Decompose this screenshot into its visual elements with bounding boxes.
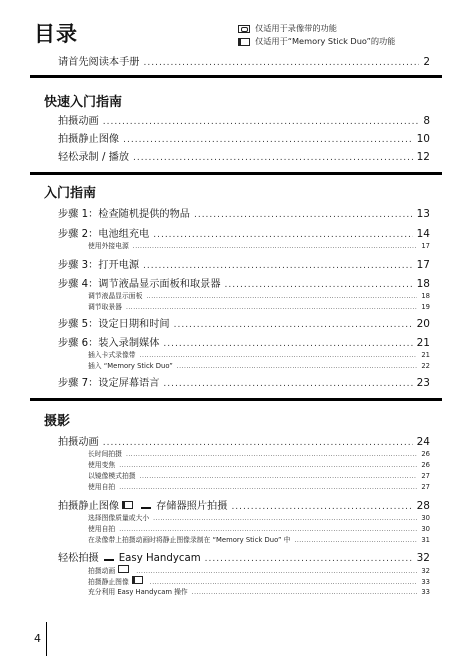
leader-dots	[146, 292, 417, 302]
toc-page: 28	[416, 500, 430, 512]
toc-page: 33	[421, 578, 430, 586]
toc-page: 14	[416, 228, 430, 240]
toc-label: 使用变焦	[88, 461, 116, 469]
leader-dots	[119, 483, 417, 493]
legend-row-memory	[238, 35, 395, 48]
toc-label: 轻松录制 / 播放	[58, 152, 130, 163]
toc-page: 21	[421, 351, 430, 359]
leader-dots	[119, 525, 417, 535]
toc-page: 32	[421, 567, 430, 575]
toc-page: 33	[421, 588, 430, 596]
toc-entry[interactable]	[58, 150, 430, 164]
toc-subentry[interactable]	[88, 241, 430, 251]
leader-dots	[153, 514, 417, 524]
toc-label: 拍摄动画	[88, 567, 116, 575]
leader-dots	[133, 151, 413, 165]
section-divider	[30, 75, 442, 78]
toc-entry[interactable]	[58, 258, 430, 272]
section-heading-recording: 摄影	[44, 414, 71, 429]
legend-text: 仅适用于录像带的功能	[255, 23, 337, 33]
section-divider	[30, 172, 442, 175]
tape-icon	[118, 565, 129, 573]
toc-label: 使用自拍	[88, 483, 116, 491]
toc-subentry[interactable]	[88, 587, 430, 597]
toc-label: 步骤 1：检查随机提供的物品	[58, 209, 190, 220]
memory-card-icon	[132, 576, 143, 584]
toc-subentry[interactable]	[88, 350, 430, 360]
leader-dots	[126, 303, 417, 313]
section-heading-getting-started: 入门指南	[44, 186, 97, 201]
section-heading-quick-start: 快速入门指南	[44, 95, 123, 110]
leader-dots	[163, 377, 412, 391]
toc-subentry[interactable]	[88, 513, 430, 523]
toc-entry[interactable]	[58, 227, 430, 241]
toc-label: 拍摄动画	[58, 116, 99, 127]
leader-dots	[103, 115, 420, 129]
toc-subentry[interactable]	[88, 302, 430, 312]
toc-label: 调节液晶显示面板	[88, 292, 143, 300]
page-title: 目录	[34, 22, 78, 46]
toc-label: 步骤 5：设定日期和时间	[58, 319, 170, 330]
toc-label: 步骤 2：电池组充电	[58, 229, 150, 240]
page-edge-bar	[46, 622, 47, 656]
leader-dots	[174, 318, 413, 332]
toc-subentry[interactable]	[88, 471, 430, 481]
toc-entry[interactable]	[58, 551, 430, 565]
leader-dots	[225, 278, 413, 292]
toc-subentry[interactable]	[88, 535, 430, 545]
toc-label: 拍摄静止图像	[58, 134, 120, 145]
toc-entry[interactable]	[58, 376, 430, 390]
toc-page: 17	[416, 259, 430, 271]
leader-dots	[140, 472, 418, 482]
toc-label: 在录像带上拍摄动画时将静止图像录制在 “Memory Stick Duo” 中	[88, 536, 291, 544]
toc-label: 步骤 7：设定屏幕语言	[58, 378, 160, 389]
toc-page: 21	[416, 337, 430, 349]
toc-entry[interactable]	[58, 277, 430, 291]
toc-entry[interactable]	[58, 336, 430, 350]
toc-label: 拍摄动画	[58, 437, 99, 448]
toc-label: 使用外接电源	[88, 242, 129, 250]
toc-label: 步骤 3：打开电源	[58, 260, 140, 271]
tape-icon	[238, 25, 250, 33]
legend-text: 仅适用于“Memory Stick Duo”的功能	[255, 36, 396, 46]
toc-page: 20	[416, 318, 430, 330]
toc-page: 23	[416, 377, 430, 389]
toc-page: 26	[421, 461, 430, 469]
legend-row-tape	[238, 22, 395, 35]
toc-label: 请首先阅读本手册	[58, 57, 140, 68]
toc-page: 24	[416, 436, 430, 448]
leader-dots	[144, 56, 420, 70]
leader-dots	[123, 133, 413, 147]
toc-page: 2	[423, 56, 430, 68]
leader-dots	[231, 500, 412, 514]
toc-page: 27	[421, 472, 430, 480]
toc-entry[interactable]	[58, 207, 430, 221]
leader-dots	[192, 588, 418, 598]
leader-dots	[133, 242, 418, 252]
toc-page: 8	[423, 115, 430, 127]
toc-subentry[interactable]	[88, 524, 430, 534]
icon-legend	[238, 22, 395, 48]
leader-dots	[126, 450, 417, 460]
toc-entry-read-first[interactable]	[58, 55, 430, 69]
toc-entry[interactable]	[58, 499, 430, 513]
leader-dots	[119, 461, 417, 471]
toc-page: 10	[416, 133, 430, 145]
toc-subentry[interactable]	[88, 576, 430, 586]
leader-dots	[103, 436, 413, 450]
toc-label: 长时间拍摄	[88, 450, 122, 458]
toc-label-secondary: 存储器照片拍摄	[156, 501, 228, 512]
leader-dots	[294, 536, 417, 546]
toc-page: 26	[421, 450, 430, 458]
leader-dots	[194, 208, 413, 222]
toc-subentry[interactable]	[88, 449, 430, 459]
toc-label: 步骤 4：调节液晶显示面板和取景器	[58, 279, 221, 290]
toc-page: 17	[421, 242, 430, 250]
toc-label: 步骤 6：装入录制媒体	[58, 338, 160, 349]
toc-label: 拍摄静止图像	[58, 501, 120, 512]
leader-dots	[205, 552, 413, 566]
toc-entry[interactable]	[58, 317, 430, 331]
toc-page: 30	[421, 525, 430, 533]
leader-dots	[140, 351, 418, 361]
toc-label: 插入卡式录像带	[88, 351, 136, 359]
section-divider	[30, 398, 442, 401]
toc-page: 13	[416, 208, 430, 220]
toc-label: 选择图像质量或大小	[88, 514, 150, 522]
leader-dots	[143, 259, 413, 273]
toc-page: 32	[416, 552, 430, 564]
toc-page: 31	[421, 536, 430, 544]
toc-page: 12	[416, 151, 430, 163]
toc-label: 插入 “Memory Stick Duo”	[88, 362, 173, 370]
toc-entry[interactable]	[58, 114, 430, 128]
dash-separator	[104, 559, 114, 561]
toc-subentry[interactable]	[88, 460, 430, 470]
toc-label: 拍摄静止图像	[88, 578, 129, 586]
toc-label: 调节取景器	[88, 303, 122, 311]
leader-dots	[163, 337, 412, 351]
toc-page: 22	[421, 362, 430, 370]
toc-page: 27	[421, 483, 430, 491]
toc-label-secondary: Easy Handycam	[118, 553, 201, 564]
toc-label: 轻松拍摄	[58, 553, 99, 564]
page-number: 4	[34, 632, 41, 645]
toc-page: 18	[416, 278, 430, 290]
memory-card-icon	[122, 501, 133, 509]
toc-label: 以镜像模式拍摄	[88, 472, 136, 480]
toc-label: 充分利用 Easy Handycam 操作	[88, 588, 188, 596]
toc-page: 18	[421, 292, 430, 300]
memory-card-icon	[238, 38, 250, 46]
toc-subentry[interactable]	[88, 482, 430, 492]
toc-entry[interactable]	[58, 435, 430, 449]
leader-dots	[153, 228, 412, 242]
toc-subentry[interactable]	[88, 291, 430, 301]
leader-dots	[177, 362, 418, 372]
dash-separator	[141, 507, 151, 509]
toc-page: 19	[421, 303, 430, 311]
toc-page: 30	[421, 514, 430, 522]
toc-entry[interactable]	[58, 132, 430, 146]
toc-subentry[interactable]	[88, 361, 430, 371]
toc-subentry[interactable]	[88, 565, 430, 575]
toc-label: 使用自拍	[88, 525, 116, 533]
